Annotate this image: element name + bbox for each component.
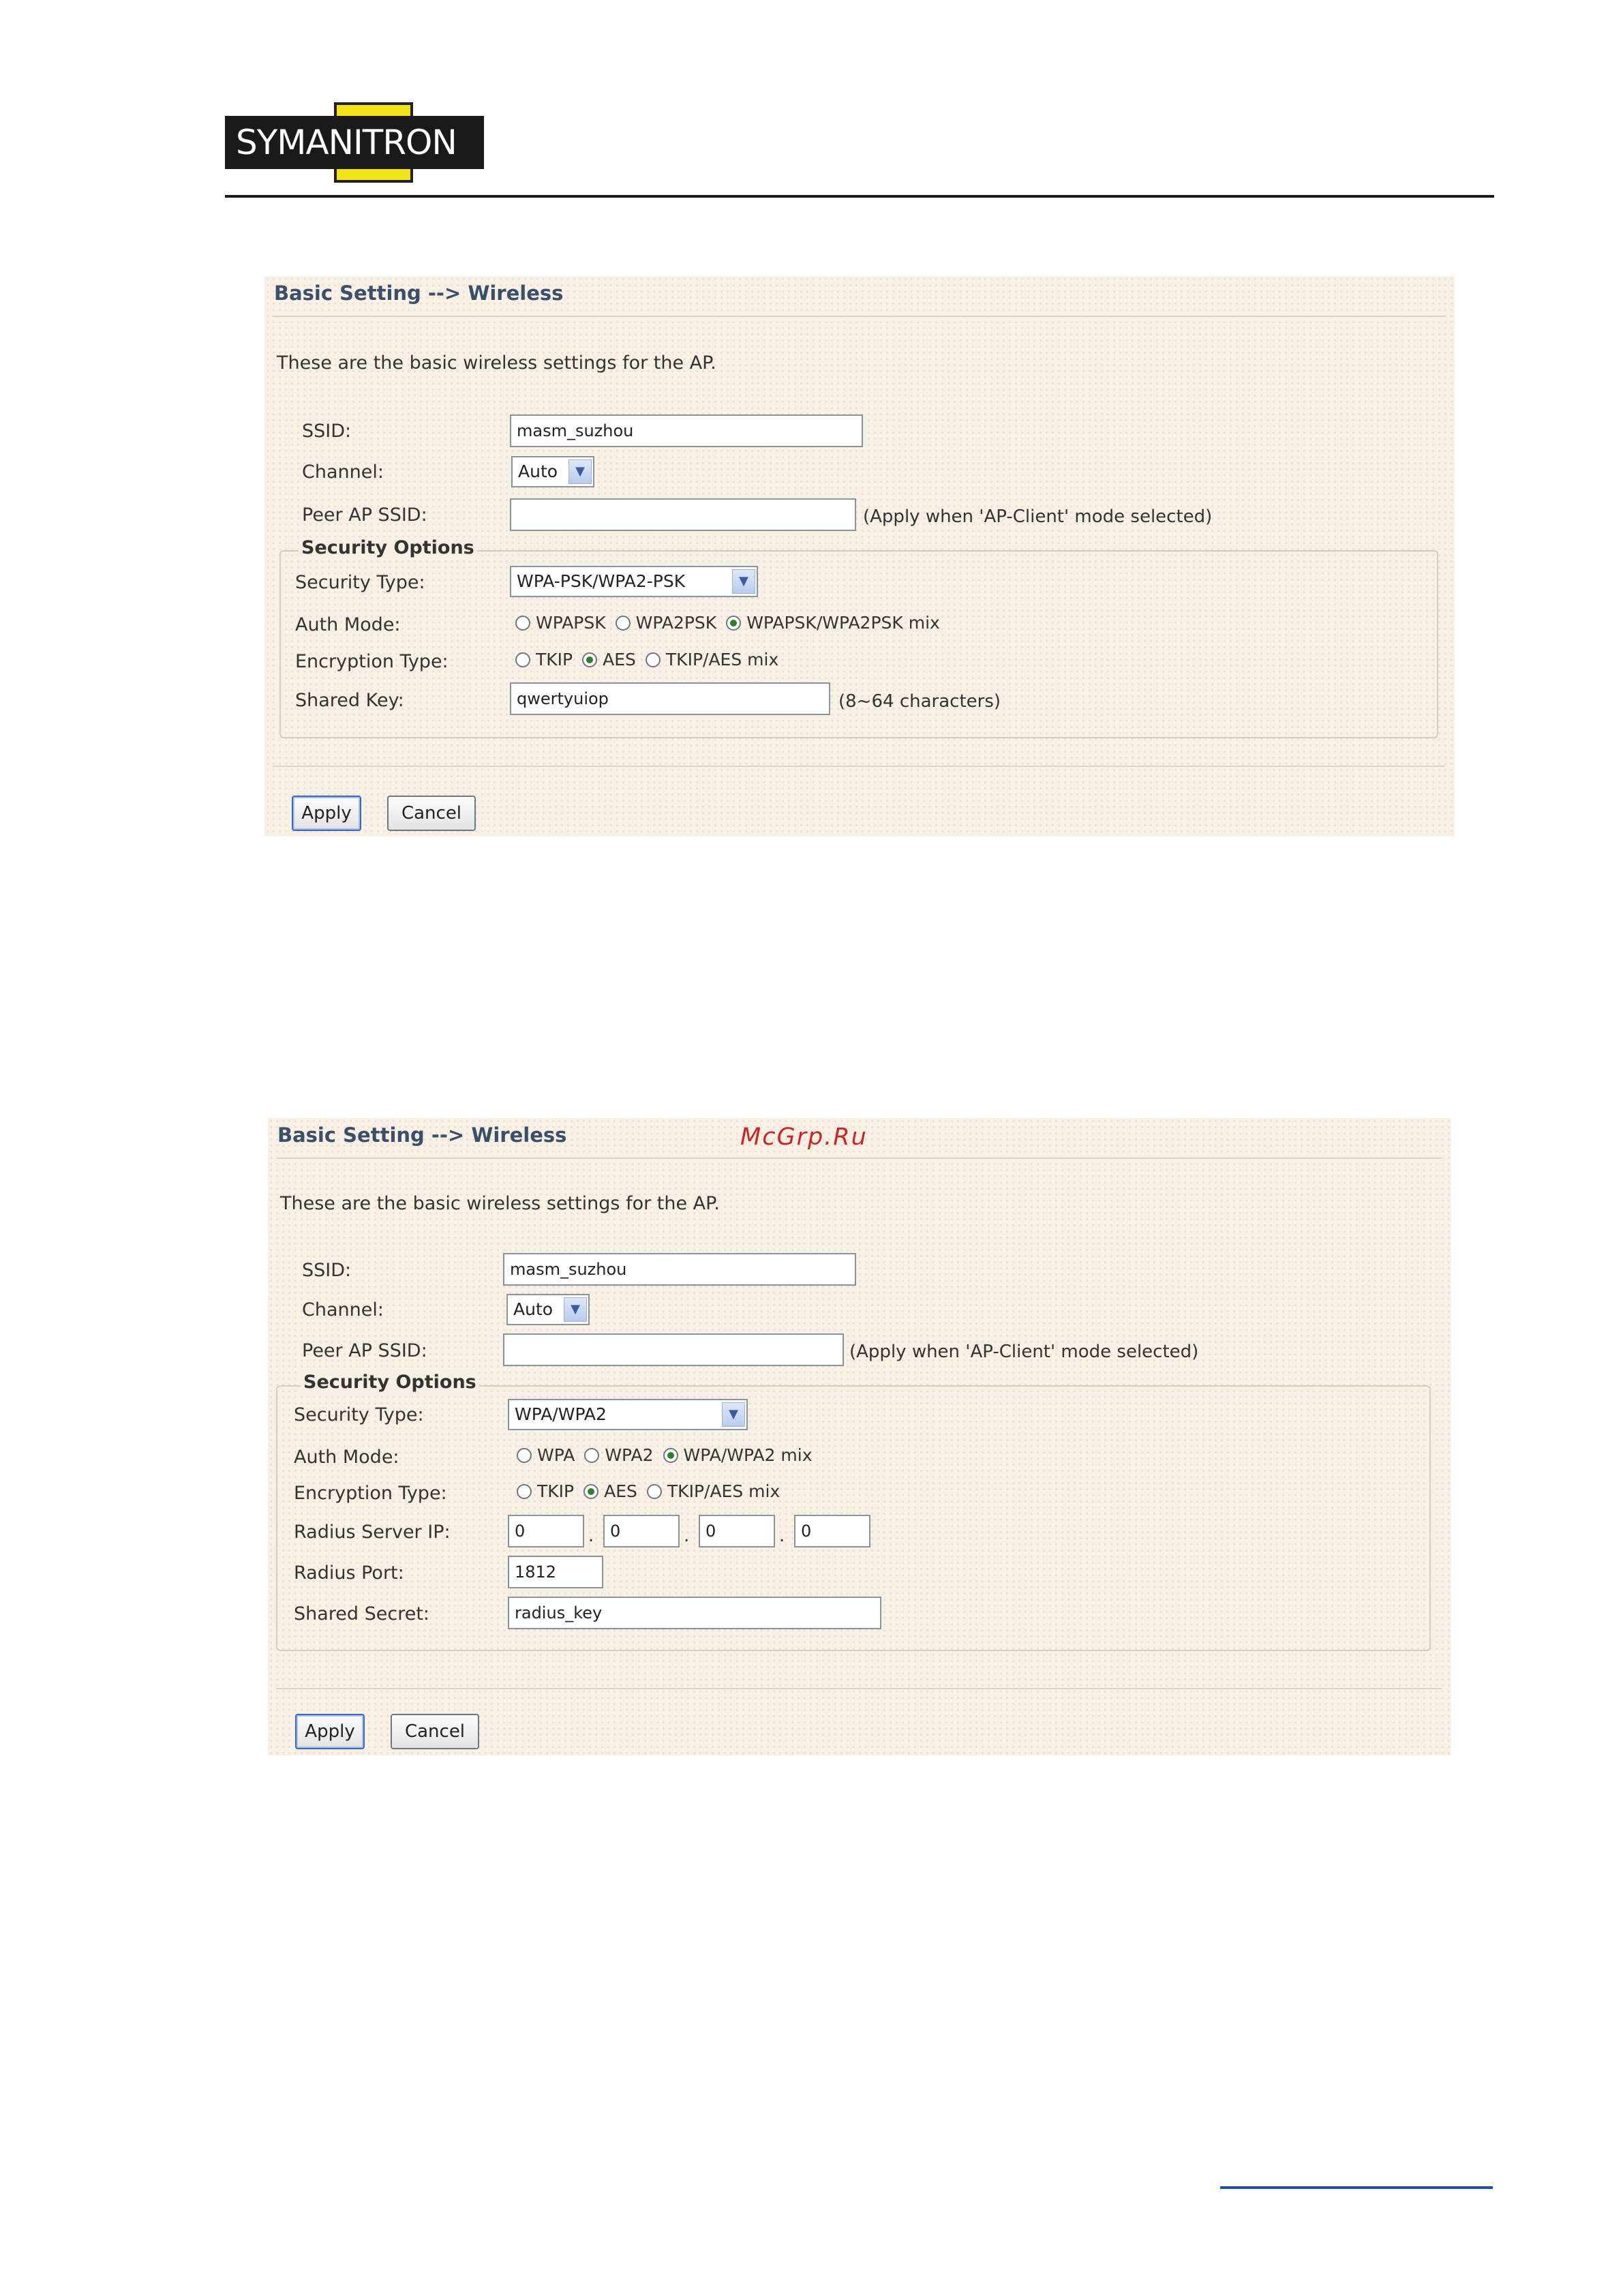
- radius-port-label: Radius Port:: [294, 1562, 404, 1584]
- security-type-select[interactable]: [510, 566, 758, 597]
- chevron-down-icon: ▼: [732, 569, 755, 594]
- radio-button[interactable]: [646, 652, 661, 667]
- radio-button[interactable]: [517, 1484, 532, 1499]
- shared-key-label: Shared Key:: [295, 690, 404, 711]
- security-options-legend: Security Options: [299, 537, 477, 558]
- chevron-down-icon: ▼: [568, 459, 592, 484]
- auth-mode-option[interactable]: [616, 613, 717, 633]
- radius-ip-octet-3[interactable]: 0: [699, 1515, 775, 1547]
- peer-ap-ssid-input[interactable]: [510, 498, 856, 531]
- channel-label: Channel:: [302, 1299, 384, 1320]
- channel-select[interactable]: [506, 1294, 590, 1325]
- chevron-down-icon: ▼: [564, 1297, 587, 1322]
- wireless-settings-panel-psk: [264, 276, 1455, 836]
- ssid-label: SSID:: [302, 421, 352, 442]
- radio-button[interactable]: [517, 1448, 532, 1463]
- encryption-type-label: Encryption Type:: [295, 651, 449, 672]
- encryption-type-option-label: TKIP: [536, 650, 573, 669]
- auth-mode-label: Auth Mode:: [294, 1447, 399, 1468]
- radio-button[interactable]: [515, 652, 530, 667]
- channel-select-value: Auto: [518, 462, 558, 481]
- channel-select[interactable]: [511, 456, 594, 487]
- shared-secret-input[interactable]: radius_key: [508, 1597, 881, 1629]
- page-description: These are the basic wireless settings for the AP.: [280, 1193, 720, 1214]
- encryption-type-label: Encryption Type:: [294, 1483, 447, 1504]
- buttons-divider: [273, 766, 1445, 767]
- radio-button[interactable]: [616, 616, 631, 631]
- radio-button-selected[interactable]: [663, 1448, 678, 1463]
- radius-ip-octet-2[interactable]: 0: [603, 1515, 680, 1547]
- shared-secret-label: Shared Secret:: [294, 1603, 430, 1625]
- header-divider: [225, 195, 1494, 198]
- radius-port-input[interactable]: 1812: [508, 1556, 603, 1588]
- encryption-type-option[interactable]: [515, 650, 573, 669]
- channel-select-value: Auto: [513, 1299, 553, 1319]
- title-divider: [273, 316, 1445, 317]
- auth-mode-option-label: WPA2PSK: [635, 613, 717, 633]
- ssid-input[interactable]: masm_suzhou: [503, 1253, 856, 1286]
- shared-key-input[interactable]: qwertyuiop: [510, 682, 830, 715]
- cancel-button[interactable]: Cancel: [391, 1714, 479, 1749]
- auth-mode-option-label: WPAPSK: [536, 613, 606, 633]
- radius-server-ip-label: Radius Server IP:: [294, 1522, 451, 1543]
- encryption-type-option-label: TKIP/AES mix: [665, 650, 779, 669]
- apply-button[interactable]: Apply: [295, 1714, 365, 1749]
- security-type-select-value: WPA/WPA2: [515, 1404, 607, 1424]
- peer-ap-ssid-label: Peer AP SSID:: [302, 504, 427, 526]
- ssid-label: SSID:: [302, 1260, 352, 1281]
- encryption-type-option[interactable]: [647, 1481, 780, 1501]
- security-type-label: Security Type:: [294, 1404, 424, 1425]
- auth-mode-option-selected[interactable]: [663, 1445, 813, 1465]
- encryption-type-option-label: TKIP/AES mix: [667, 1481, 780, 1501]
- channel-label: Channel:: [302, 462, 384, 483]
- radio-button-selected[interactable]: [583, 1484, 598, 1499]
- auth-mode-option-selected[interactable]: [726, 613, 940, 633]
- auth-mode-radio-group: [517, 1445, 822, 1465]
- peer-ap-ssid-label: Peer AP SSID:: [302, 1340, 427, 1361]
- auth-mode-radio-group: [515, 613, 950, 633]
- title-divider: [276, 1158, 1442, 1159]
- page-description: These are the basic wireless settings for the AP.: [277, 352, 716, 374]
- page-title: Basic Setting --> Wireless: [274, 282, 564, 305]
- security-type-select[interactable]: [508, 1399, 748, 1430]
- logo-text: SYMANITRON: [236, 123, 457, 162]
- radio-button[interactable]: [647, 1484, 662, 1499]
- apply-button[interactable]: Apply: [292, 796, 361, 831]
- shared-key-note: (8~64 characters): [838, 691, 1001, 712]
- radius-ip-octet-4[interactable]: 0: [794, 1515, 870, 1547]
- encryption-type-radio-group: [515, 650, 788, 669]
- peer-ap-ssid-input[interactable]: [503, 1333, 844, 1366]
- encryption-type-option-label: TKIP: [537, 1481, 575, 1501]
- auth-mode-option-label: WPA/WPA2 mix: [683, 1445, 813, 1465]
- security-type-select-value: WPA-PSK/WPA2-PSK: [517, 571, 686, 591]
- encryption-type-option[interactable]: [517, 1481, 574, 1501]
- buttons-divider: [276, 1688, 1442, 1689]
- radius-ip-octet-1[interactable]: 0: [508, 1515, 584, 1547]
- peer-ap-ssid-note: (Apply when 'AP-Client' mode selected): [863, 507, 1213, 527]
- encryption-type-radio-group: [517, 1481, 789, 1501]
- peer-ap-ssid-note: (Apply when 'AP-Client' mode selected): [849, 1342, 1199, 1362]
- wireless-settings-panel-radius: [268, 1118, 1451, 1755]
- radio-button[interactable]: [515, 616, 530, 631]
- encryption-type-option-selected[interactable]: [582, 650, 636, 669]
- footer-link-underline: [1220, 2186, 1493, 2189]
- radio-button[interactable]: [584, 1448, 599, 1463]
- auth-mode-option-label: WPA: [537, 1445, 575, 1465]
- auth-mode-option-label: WPA2: [605, 1445, 654, 1465]
- auth-mode-option[interactable]: [517, 1445, 575, 1465]
- chevron-down-icon: ▼: [722, 1402, 745, 1427]
- encryption-type-option[interactable]: [646, 650, 778, 669]
- symanitron-logo: [225, 102, 484, 183]
- auth-mode-label: Auth Mode:: [295, 614, 401, 635]
- radio-button-selected[interactable]: [582, 652, 597, 667]
- security-type-label: Security Type:: [295, 572, 425, 593]
- encryption-type-option-label: AES: [604, 1481, 637, 1501]
- ssid-input[interactable]: masm_suzhou: [510, 414, 863, 447]
- encryption-type-option-label: AES: [603, 650, 636, 669]
- cancel-button[interactable]: Cancel: [387, 796, 476, 831]
- radio-button-selected[interactable]: [726, 616, 741, 631]
- page-title: Basic Setting --> Wireless: [277, 1123, 567, 1147]
- watermark-text: McGrp.Ru: [740, 1123, 868, 1151]
- ip-separator: .: [588, 1526, 594, 1546]
- auth-mode-option[interactable]: [584, 1445, 653, 1465]
- ip-separator: .: [684, 1526, 690, 1546]
- security-options-legend: Security Options: [301, 1372, 479, 1393]
- auth-mode-option[interactable]: [515, 613, 606, 633]
- auth-mode-option-label: WPAPSK/WPA2PSK mix: [746, 613, 940, 633]
- ip-separator: .: [779, 1526, 785, 1546]
- encryption-type-option-selected[interactable]: [583, 1481, 637, 1501]
